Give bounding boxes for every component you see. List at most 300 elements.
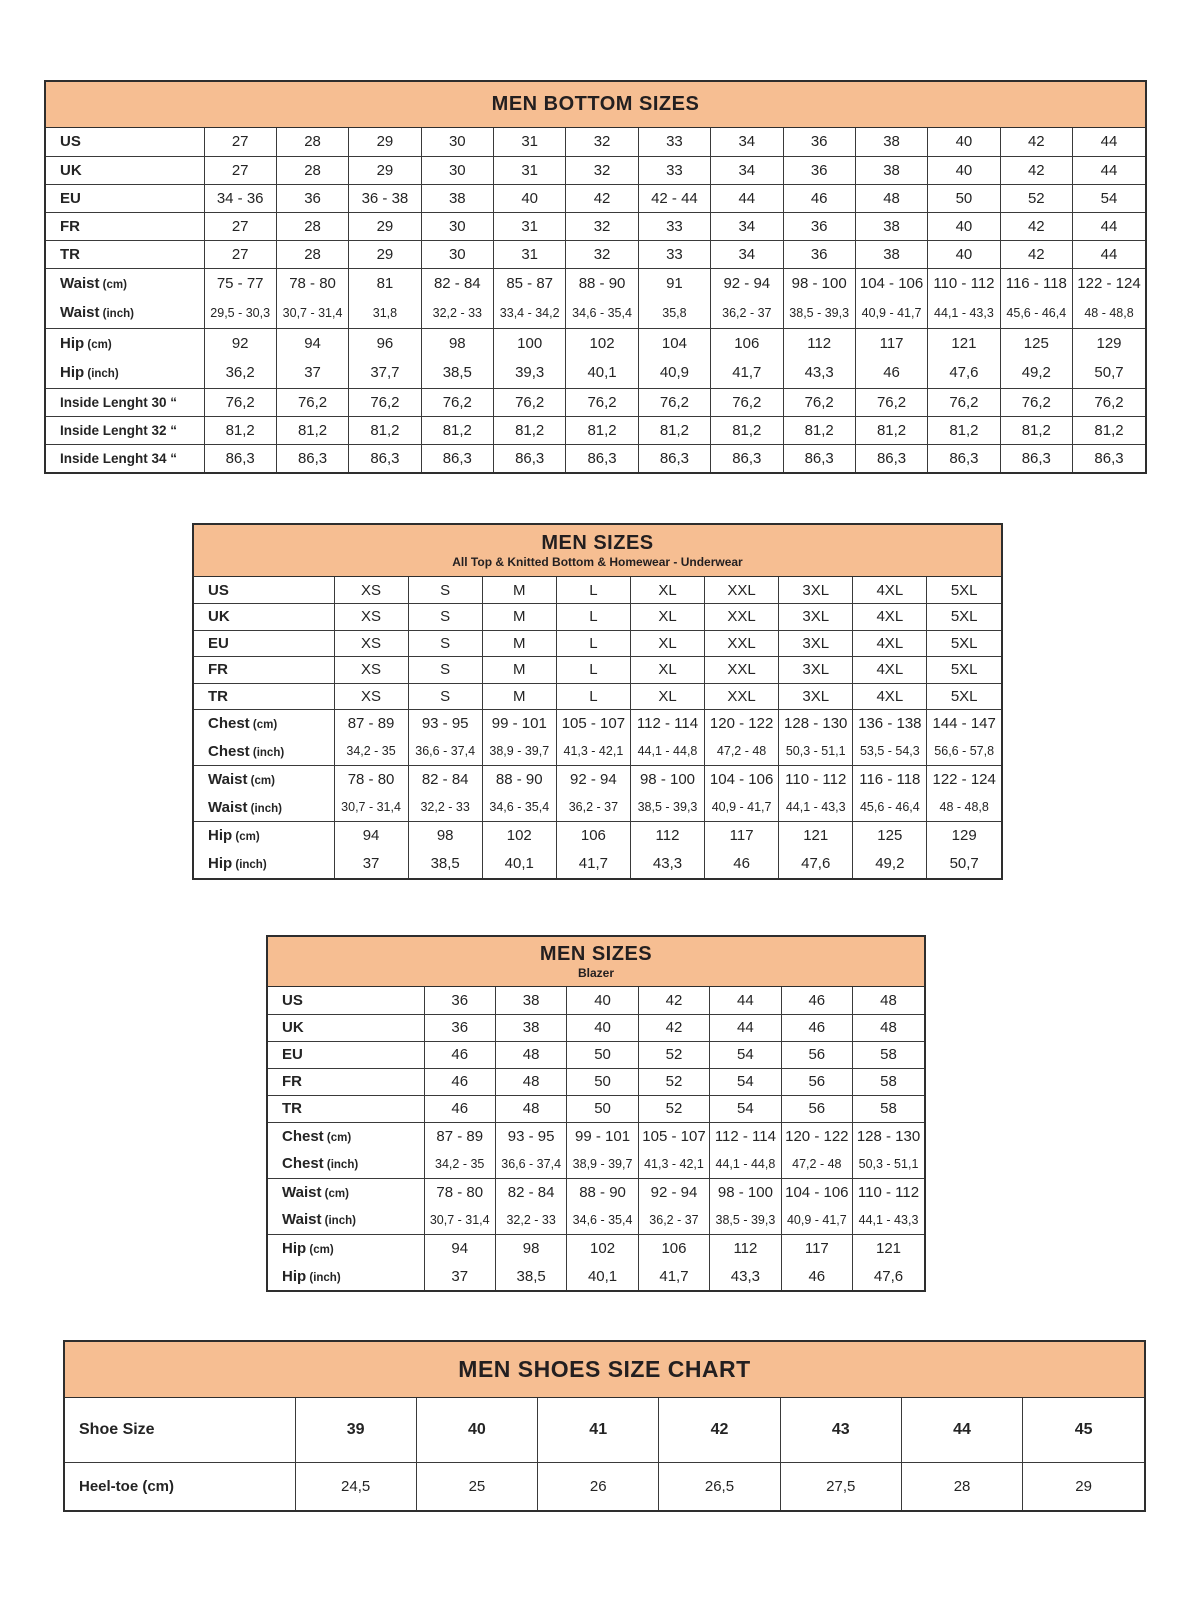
men-sizes-tops-body xyxy=(194,577,1001,878)
table-cell: 121 xyxy=(779,822,853,850)
table-cell: 4XL xyxy=(853,604,927,631)
row-label: Inside Lenght 32 “ xyxy=(46,416,204,444)
table-cell: 106 xyxy=(638,1234,709,1262)
table-cell: 76,2 xyxy=(1000,388,1072,416)
table-cell: 38,5 - 39,3 xyxy=(783,298,855,328)
row-label: FR xyxy=(194,657,334,684)
table-cell: 47,6 xyxy=(853,1262,924,1290)
table-row xyxy=(268,1234,924,1262)
table-cell: 75 - 77 xyxy=(204,268,276,298)
table-cell: M xyxy=(482,577,556,604)
table-cell: 98 - 100 xyxy=(783,268,855,298)
table-cell: 36,2 - 37 xyxy=(556,794,630,822)
table-cell: 56 xyxy=(781,1068,852,1095)
table-cell: 112 - 114 xyxy=(710,1122,781,1150)
table-cell: 33,4 - 34,2 xyxy=(494,298,566,328)
row-label-unit: (cm) xyxy=(247,775,275,788)
table-cell: 25 xyxy=(416,1462,537,1510)
table-cell: 33 xyxy=(638,212,710,240)
table-cell: L xyxy=(556,577,630,604)
men-bottom-sizes-table xyxy=(44,80,1147,474)
table-row xyxy=(194,822,1001,850)
table-cell: M xyxy=(482,604,556,631)
row-label: Hip (cm) xyxy=(268,1234,424,1262)
row-label: FR xyxy=(268,1068,424,1095)
table-cell: 40 xyxy=(928,240,1000,268)
table-subtitle: All Top & Knitted Bottom & Homewear - Underwear xyxy=(452,555,743,569)
table-cell: 104 - 106 xyxy=(781,1178,852,1206)
table-cell: XL xyxy=(630,683,704,710)
row-label: EU xyxy=(46,184,204,212)
table-row xyxy=(46,156,1145,184)
table-cell: 110 - 112 xyxy=(779,766,853,794)
table-cell: 38 xyxy=(855,240,927,268)
table-row xyxy=(194,630,1001,657)
table-row xyxy=(46,128,1145,156)
table-cell: 29 xyxy=(1023,1462,1144,1510)
table-cell: 76,2 xyxy=(638,388,710,416)
table-cell: XXL xyxy=(705,683,779,710)
table-cell: XL xyxy=(630,604,704,631)
table-cell: 122 - 124 xyxy=(1073,268,1146,298)
table-cell: 38 xyxy=(495,987,566,1014)
table-cell: 94 xyxy=(334,822,408,850)
table-cell: 38,9 - 39,7 xyxy=(482,738,556,766)
table-cell: 44,1 - 43,3 xyxy=(928,298,1000,328)
table-cell: S xyxy=(408,577,482,604)
table-cell: 86,3 xyxy=(204,444,276,472)
row-label-unit: (cm) xyxy=(323,1131,352,1144)
table-cell: 40 xyxy=(567,1014,638,1041)
table-cell: 50,3 - 51,1 xyxy=(853,1150,924,1178)
table-cell: 92 - 94 xyxy=(638,1178,709,1206)
table-row xyxy=(268,1014,924,1041)
table-cell: 91 xyxy=(638,268,710,298)
row-label-unit: (inch) xyxy=(99,308,134,321)
table-row xyxy=(46,298,1145,328)
table-cell: 56 xyxy=(781,1041,852,1068)
table-row xyxy=(268,1206,924,1234)
table-cell: 81,2 xyxy=(1000,416,1072,444)
table-cell: 40,1 xyxy=(566,358,638,388)
table-cell: 81,2 xyxy=(566,416,638,444)
row-label: Hip (cm) xyxy=(46,328,204,358)
table-cell: 30 xyxy=(421,156,493,184)
table-cell: 117 xyxy=(781,1234,852,1262)
table-cell: 38,5 xyxy=(421,358,493,388)
men-bottom-sizes-grid xyxy=(46,128,1145,472)
table-cell: 42 xyxy=(1000,156,1072,184)
row-label: Hip (inch) xyxy=(194,850,334,878)
table-cell: 28 xyxy=(276,156,348,184)
table-cell: 27 xyxy=(204,156,276,184)
table-row xyxy=(268,1150,924,1178)
table-cell: 56 xyxy=(781,1095,852,1122)
table-cell: 46 xyxy=(424,1041,495,1068)
table-cell: 35,8 xyxy=(638,298,710,328)
row-label: US xyxy=(46,128,204,156)
table-cell: 54 xyxy=(710,1095,781,1122)
table-cell: 3XL xyxy=(779,577,853,604)
men-sizes-blazer-body xyxy=(268,987,924,1290)
table-cell: 86,3 xyxy=(928,444,1000,472)
table-cell: 27 xyxy=(204,212,276,240)
table-cell: 128 - 130 xyxy=(853,1122,924,1150)
table-subtitle: Blazer xyxy=(577,966,615,980)
table-cell: 30 xyxy=(421,128,493,156)
table-row xyxy=(46,444,1145,472)
table-cell: 48 xyxy=(853,987,924,1014)
table-title: MEN BOTTOM SIZES xyxy=(491,93,700,115)
table-cell: 50,7 xyxy=(927,850,1001,878)
table-cell: 27 xyxy=(204,128,276,156)
table-cell: 44,1 - 44,8 xyxy=(630,738,704,766)
table-cell: 26 xyxy=(538,1462,659,1510)
table-cell: 36,2 - 37 xyxy=(638,1206,709,1234)
men-shoes-body xyxy=(65,1398,1144,1510)
table-cell: 34 - 36 xyxy=(204,184,276,212)
table-cell: 41 xyxy=(538,1398,659,1462)
table-cell: 81,2 xyxy=(349,416,421,444)
table-cell: 76,2 xyxy=(1073,388,1146,416)
table-cell: 36,2 - 37 xyxy=(711,298,783,328)
table-title: MEN SIZES xyxy=(541,532,654,554)
table-cell: 39 xyxy=(295,1398,416,1462)
row-label: Chest (cm) xyxy=(194,710,334,738)
table-cell: 32,2 - 33 xyxy=(495,1206,566,1234)
row-label-unit: (inch) xyxy=(249,746,285,759)
table-cell: 34 xyxy=(711,240,783,268)
table-row xyxy=(46,212,1145,240)
row-label: UK xyxy=(194,604,334,631)
table-cell: 44 xyxy=(1073,156,1146,184)
table-cell: 27 xyxy=(204,240,276,268)
table-cell: 76,2 xyxy=(566,388,638,416)
men-sizes-blazer-table xyxy=(266,935,926,1292)
table-cell: 86,3 xyxy=(494,444,566,472)
table-row xyxy=(194,766,1001,794)
table-cell: 5XL xyxy=(927,630,1001,657)
table-cell: 38 xyxy=(855,212,927,240)
table-cell: 99 - 101 xyxy=(567,1122,638,1150)
table-cell: 87 - 89 xyxy=(334,710,408,738)
table-cell: 40,1 xyxy=(482,850,556,878)
table-cell: 31 xyxy=(494,212,566,240)
table-cell: 29 xyxy=(349,212,421,240)
table-cell: 34,6 - 35,4 xyxy=(482,794,556,822)
table-cell: 106 xyxy=(556,822,630,850)
table-cell: 46 xyxy=(781,1262,852,1290)
row-label: TR xyxy=(268,1095,424,1122)
row-label: Shoe Size xyxy=(65,1398,295,1462)
table-cell: 24,5 xyxy=(295,1462,416,1510)
table-cell: 40,9 - 41,7 xyxy=(705,794,779,822)
table-cell: 81,2 xyxy=(783,416,855,444)
row-label-unit: (inch) xyxy=(306,1271,341,1284)
table-cell: 54 xyxy=(710,1041,781,1068)
table-cell: 117 xyxy=(705,822,779,850)
table-cell: 106 xyxy=(711,328,783,358)
table-cell: 93 - 95 xyxy=(408,710,482,738)
table-cell: 110 - 112 xyxy=(853,1178,924,1206)
table-cell: 37 xyxy=(424,1262,495,1290)
table-cell: 46 xyxy=(424,1068,495,1095)
row-label-unit: (cm) xyxy=(249,719,278,732)
table-cell: 94 xyxy=(424,1234,495,1262)
row-label: UK xyxy=(46,156,204,184)
table-cell: 81,2 xyxy=(421,416,493,444)
table-cell: 34,2 - 35 xyxy=(334,738,408,766)
table-cell: 34 xyxy=(711,156,783,184)
row-label-unit: (cm) xyxy=(99,278,127,291)
table-cell: 81,2 xyxy=(494,416,566,444)
row-label: FR xyxy=(46,212,204,240)
table-cell: 44,1 - 43,3 xyxy=(853,1206,924,1234)
table-cell: 42 xyxy=(638,987,709,1014)
table-cell: 40,9 - 41,7 xyxy=(781,1206,852,1234)
table-cell: 42 xyxy=(1000,212,1072,240)
table-cell: 29 xyxy=(349,156,421,184)
table-cell: 52 xyxy=(1000,184,1072,212)
table-cell: 47,2 - 48 xyxy=(781,1150,852,1178)
row-label-unit: (inch) xyxy=(232,859,267,871)
table-cell: 104 xyxy=(638,328,710,358)
men-sizes-tops-table xyxy=(192,523,1003,880)
row-label: Chest (inch) xyxy=(194,738,334,766)
row-label: Waist (inch) xyxy=(194,794,334,822)
table-cell: 86,3 xyxy=(638,444,710,472)
table-cell: 86,3 xyxy=(1000,444,1072,472)
table-cell: 3XL xyxy=(779,657,853,684)
table-cell: 44 xyxy=(1073,128,1146,156)
table-cell: XS xyxy=(334,604,408,631)
table-cell: 40 xyxy=(928,212,1000,240)
table-row xyxy=(194,850,1001,878)
table-cell: 50 xyxy=(567,1095,638,1122)
table-cell: 48 xyxy=(495,1041,566,1068)
table-cell: 32,2 - 33 xyxy=(408,794,482,822)
table-cell: 3XL xyxy=(779,604,853,631)
men-bottom-sizes-header xyxy=(46,82,1145,128)
table-cell: XXL xyxy=(705,630,779,657)
table-cell: 85 - 87 xyxy=(494,268,566,298)
table-cell: 38,9 - 39,7 xyxy=(567,1150,638,1178)
table-cell: 42 xyxy=(1000,128,1072,156)
table-cell: 81,2 xyxy=(204,416,276,444)
table-cell: 44 xyxy=(901,1398,1022,1462)
table-cell: 41,3 - 42,1 xyxy=(638,1150,709,1178)
table-cell: 129 xyxy=(1073,328,1146,358)
table-cell: 40,9 - 41,7 xyxy=(855,298,927,328)
table-cell: 98 xyxy=(495,1234,566,1262)
table-cell: 86,3 xyxy=(1073,444,1146,472)
table-cell: XXL xyxy=(705,657,779,684)
table-cell: 46 xyxy=(855,358,927,388)
table-cell: 48 xyxy=(495,1095,566,1122)
table-cell: 88 - 90 xyxy=(482,766,556,794)
table-cell: 28 xyxy=(276,128,348,156)
table-cell: 87 - 89 xyxy=(424,1122,495,1150)
table-cell: 100 xyxy=(494,328,566,358)
table-cell: 34,6 - 35,4 xyxy=(567,1206,638,1234)
table-row xyxy=(268,987,924,1014)
table-cell: 29 xyxy=(349,128,421,156)
table-cell: 28 xyxy=(276,240,348,268)
table-cell: 29 xyxy=(349,240,421,268)
table-cell: 81,2 xyxy=(638,416,710,444)
table-cell: 36 xyxy=(424,987,495,1014)
table-cell: 39,3 xyxy=(494,358,566,388)
table-cell: 50,7 xyxy=(1073,358,1146,388)
table-cell: 125 xyxy=(1000,328,1072,358)
table-cell: 31 xyxy=(494,156,566,184)
table-cell: 36 xyxy=(783,212,855,240)
table-cell: 30,7 - 31,4 xyxy=(334,794,408,822)
table-cell: 121 xyxy=(853,1234,924,1262)
table-cell: XS xyxy=(334,683,408,710)
table-cell: 41,7 xyxy=(638,1262,709,1290)
table-cell: 30 xyxy=(421,212,493,240)
table-cell: 94 xyxy=(276,328,348,358)
row-label: US xyxy=(268,987,424,1014)
row-label-unit: (inch) xyxy=(321,1215,356,1228)
table-cell: 30,7 - 31,4 xyxy=(276,298,348,328)
table-cell: 105 - 107 xyxy=(638,1122,709,1150)
row-label: Hip (inch) xyxy=(46,358,204,388)
table-cell: 4XL xyxy=(853,657,927,684)
table-cell: 50 xyxy=(928,184,1000,212)
table-cell: 82 - 84 xyxy=(495,1178,566,1206)
table-cell: S xyxy=(408,604,482,631)
table-cell: 86,3 xyxy=(349,444,421,472)
table-row xyxy=(194,577,1001,604)
table-cell: 34,2 - 35 xyxy=(424,1150,495,1178)
table-cell: 78 - 80 xyxy=(334,766,408,794)
table-cell: XL xyxy=(630,630,704,657)
table-cell: 42 xyxy=(659,1398,780,1462)
table-cell: 117 xyxy=(855,328,927,358)
table-row xyxy=(268,1262,924,1290)
table-cell: 81 xyxy=(349,268,421,298)
table-cell: 38,5 xyxy=(495,1262,566,1290)
table-cell: 121 xyxy=(928,328,1000,358)
table-cell: 86,3 xyxy=(855,444,927,472)
table-cell: 98 xyxy=(421,328,493,358)
table-cell: 144 - 147 xyxy=(927,710,1001,738)
table-cell: 36 xyxy=(783,240,855,268)
table-row xyxy=(194,794,1001,822)
row-label: Hip (cm) xyxy=(194,822,334,850)
table-cell: 45 xyxy=(1023,1398,1144,1462)
table-cell: 38,5 - 39,3 xyxy=(710,1206,781,1234)
table-cell: 31,8 xyxy=(349,298,421,328)
table-cell: 36,6 - 37,4 xyxy=(495,1150,566,1178)
table-cell: 58 xyxy=(853,1068,924,1095)
table-cell: 99 - 101 xyxy=(482,710,556,738)
table-cell: 46 xyxy=(705,850,779,878)
table-cell: 98 xyxy=(408,822,482,850)
table-cell: 98 - 100 xyxy=(710,1178,781,1206)
table-cell: 32 xyxy=(566,212,638,240)
table-cell: S xyxy=(408,630,482,657)
table-cell: 120 - 122 xyxy=(781,1122,852,1150)
table-cell: 36,6 - 37,4 xyxy=(408,738,482,766)
table-cell: 40 xyxy=(567,987,638,1014)
table-cell: 40 xyxy=(494,184,566,212)
table-cell: 46 xyxy=(783,184,855,212)
table-cell: 43,3 xyxy=(710,1262,781,1290)
table-cell: 47,6 xyxy=(928,358,1000,388)
table-cell: 34,6 - 35,4 xyxy=(566,298,638,328)
table-cell: 76,2 xyxy=(276,388,348,416)
table-cell: 37,7 xyxy=(349,358,421,388)
row-label: Waist (cm) xyxy=(194,766,334,794)
table-cell: 78 - 80 xyxy=(424,1178,495,1206)
table-cell: 36 - 38 xyxy=(349,184,421,212)
table-cell: 52 xyxy=(638,1068,709,1095)
table-cell: XL xyxy=(630,577,704,604)
table-cell: 82 - 84 xyxy=(421,268,493,298)
men-sizes-tops-header xyxy=(194,525,1001,577)
table-cell: 54 xyxy=(710,1068,781,1095)
table-cell: 82 - 84 xyxy=(408,766,482,794)
table-cell: S xyxy=(408,657,482,684)
table-cell: 42 xyxy=(638,1014,709,1041)
table-row xyxy=(46,268,1145,298)
men-bottom-sizes-body xyxy=(46,128,1145,472)
table-cell: 36 xyxy=(276,184,348,212)
men-sizes-blazer-header xyxy=(268,937,924,987)
men-shoes-size-chart-table xyxy=(63,1340,1146,1512)
row-label-unit: (cm) xyxy=(306,1243,334,1256)
table-cell: 42 xyxy=(566,184,638,212)
table-cell: 44 xyxy=(1073,240,1146,268)
table-cell: 44,1 - 44,8 xyxy=(710,1150,781,1178)
table-cell: 76,2 xyxy=(711,388,783,416)
table-cell: 44 xyxy=(710,987,781,1014)
table-row xyxy=(65,1462,1144,1510)
men-sizes-tops-grid xyxy=(194,577,1001,878)
table-cell: 4XL xyxy=(853,683,927,710)
row-label: UK xyxy=(268,1014,424,1041)
table-cell: 36 xyxy=(424,1014,495,1041)
table-row xyxy=(268,1178,924,1206)
men-shoes-header xyxy=(65,1342,1144,1398)
table-cell: 53,5 - 54,3 xyxy=(853,738,927,766)
table-row xyxy=(46,240,1145,268)
table-cell: 30 xyxy=(421,240,493,268)
table-cell: XL xyxy=(630,657,704,684)
table-cell: 125 xyxy=(853,822,927,850)
table-cell: 78 - 80 xyxy=(276,268,348,298)
table-row xyxy=(268,1095,924,1122)
row-label-unit: (inch) xyxy=(84,368,119,381)
table-cell: 34 xyxy=(711,128,783,156)
table-cell: 92 - 94 xyxy=(556,766,630,794)
table-cell: L xyxy=(556,657,630,684)
table-cell: 56,6 - 57,8 xyxy=(927,738,1001,766)
table-cell: 129 xyxy=(927,822,1001,850)
table-cell: 96 xyxy=(349,328,421,358)
row-label: Inside Lenght 34 “ xyxy=(46,444,204,472)
table-cell: L xyxy=(556,683,630,710)
table-cell: 29,5 - 30,3 xyxy=(204,298,276,328)
table-cell: 3XL xyxy=(779,630,853,657)
row-label: EU xyxy=(194,630,334,657)
table-cell: 48 xyxy=(853,1014,924,1041)
table-cell: 28 xyxy=(901,1462,1022,1510)
table-cell: 36,2 xyxy=(204,358,276,388)
